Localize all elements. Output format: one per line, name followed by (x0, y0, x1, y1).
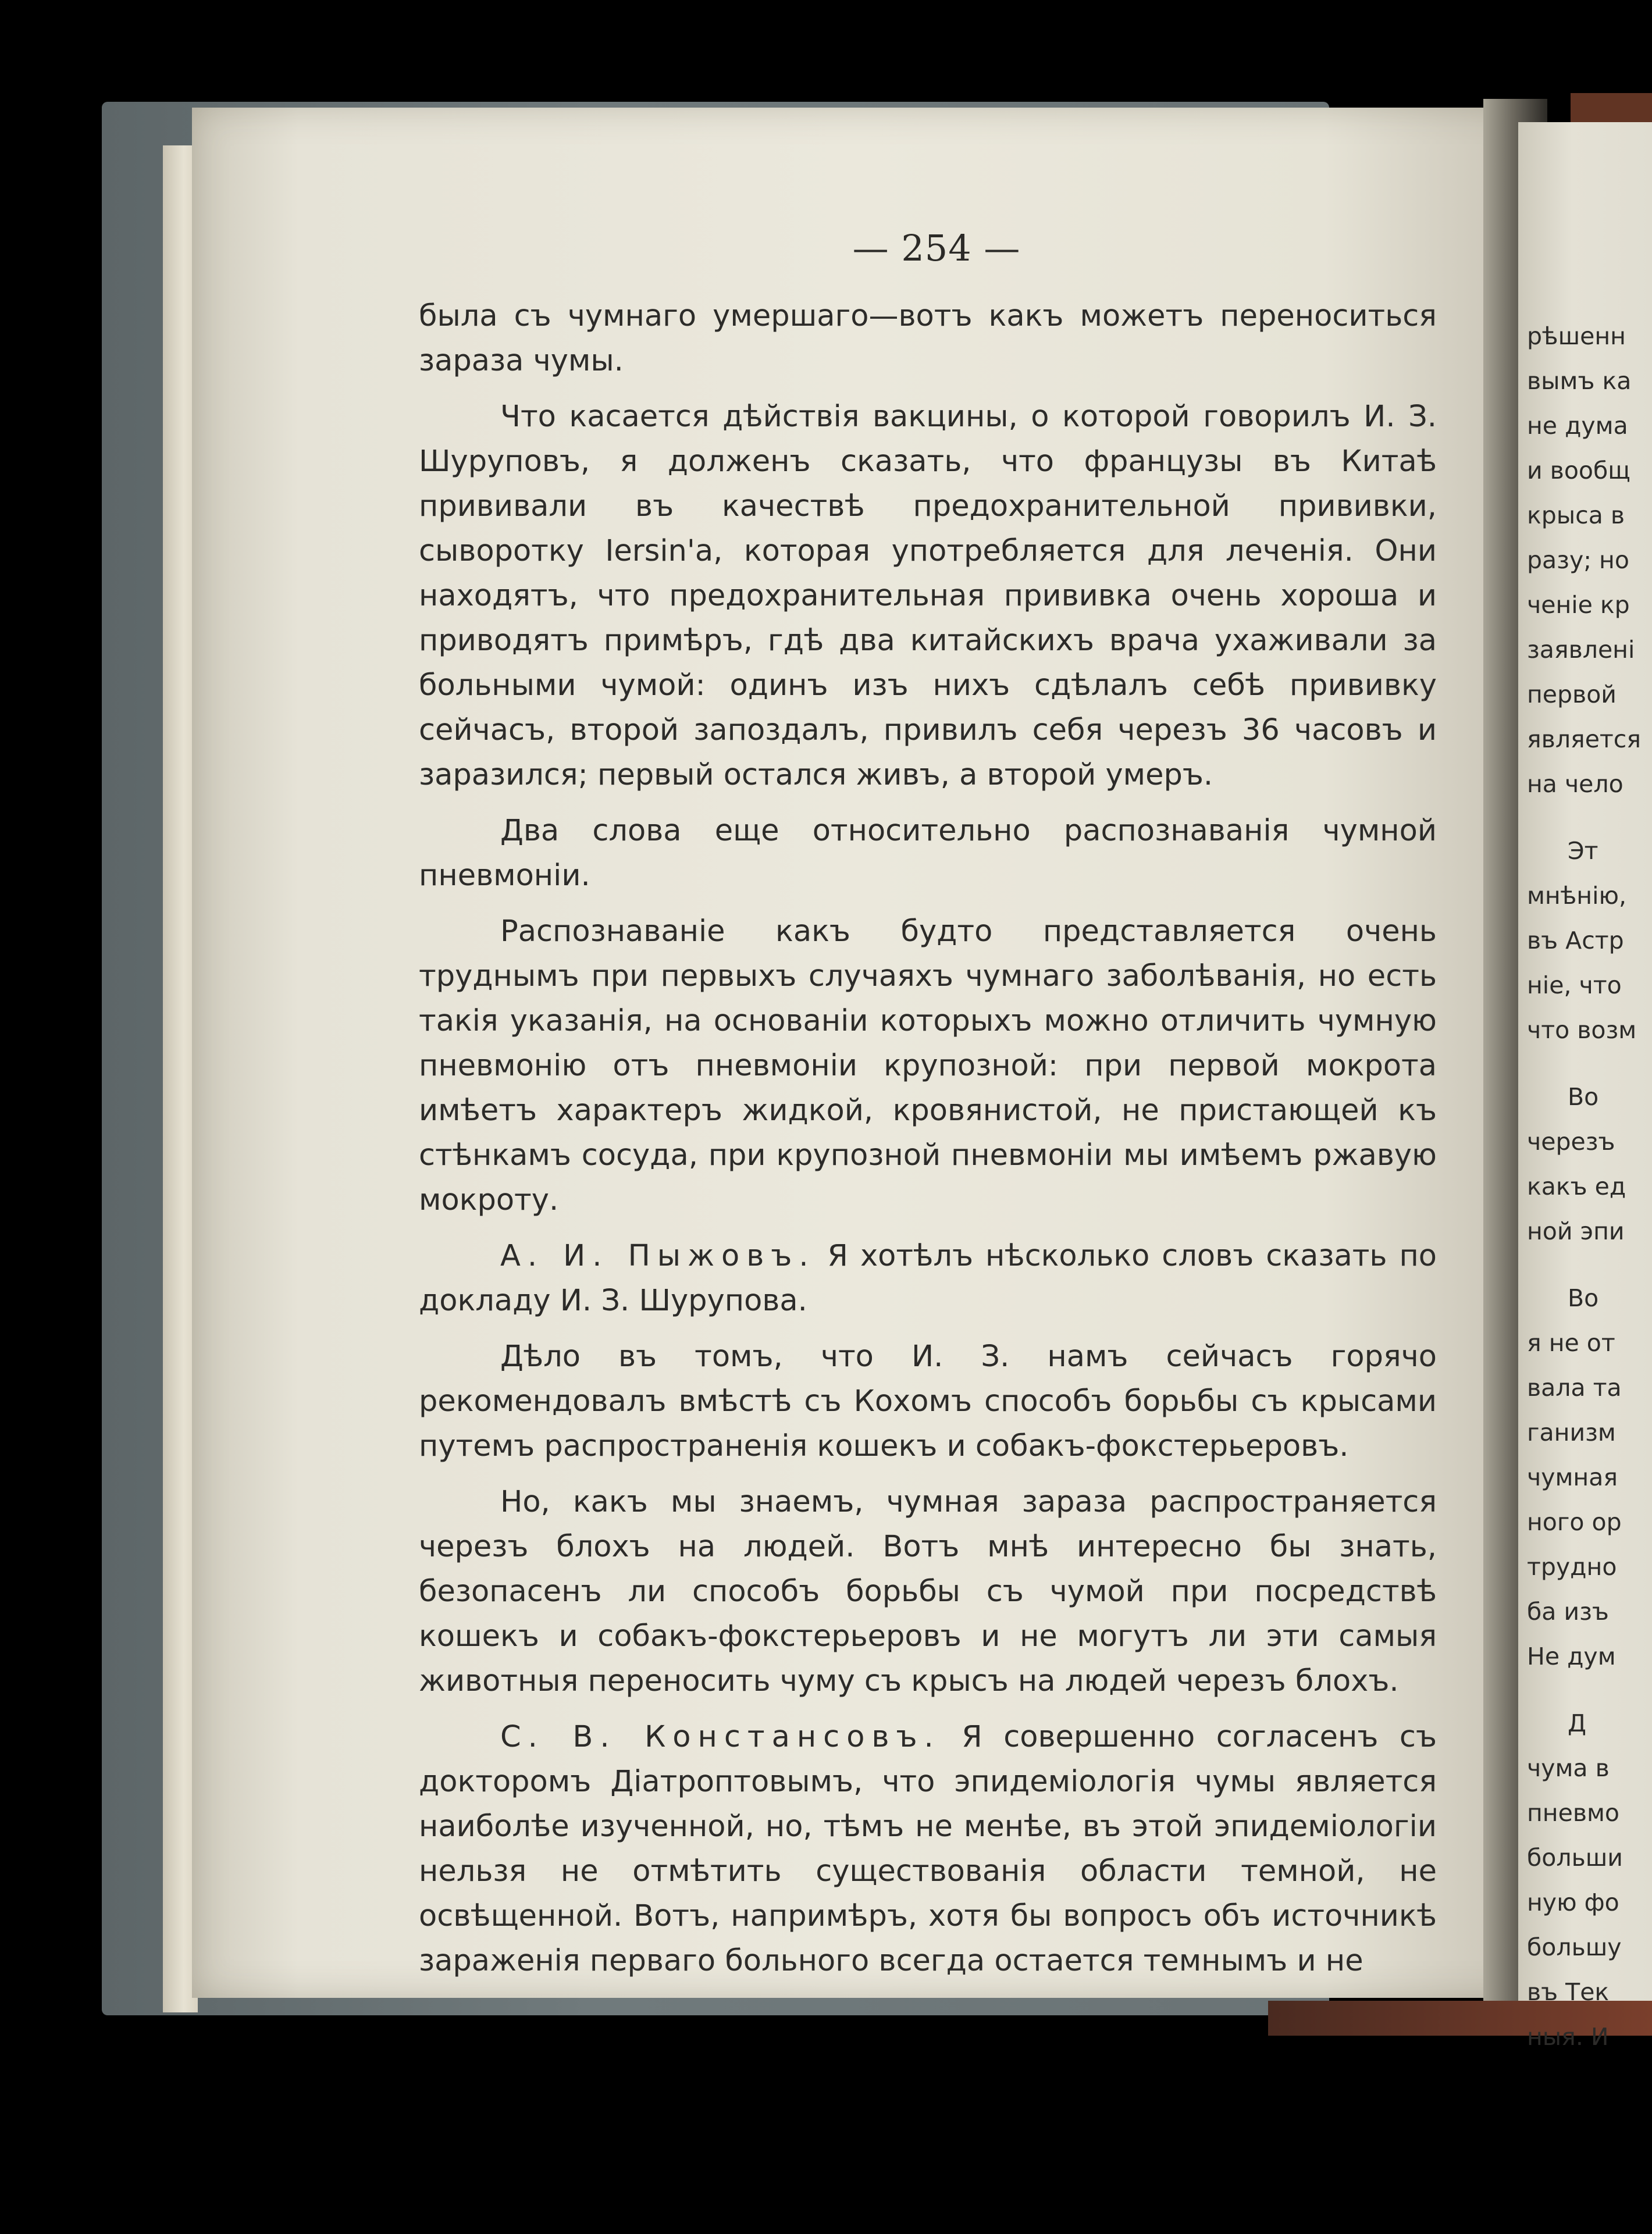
right-page-line: ба изъ (1527, 1598, 1609, 1626)
right-page-line: больши (1527, 1844, 1623, 1872)
right-page-line: черезъ (1527, 1128, 1615, 1156)
right-page-line: Не дум (1527, 1642, 1616, 1670)
right-page-line: разу; но (1527, 546, 1629, 574)
right-page-line: что возм (1527, 1016, 1637, 1044)
paragraph: была съ чумнаго умершаго—вотъ какъ можетъ переноситься зараза чумы. (419, 299, 1437, 378)
page-number: — 254 — (852, 227, 1021, 269)
paragraph: Что касается дѣйствія вакцины, о которой говорилъ И. З. Шуруповъ, я долженъ сказать, что французы въ Китаѣ прививали въ качествѣ предохранительной прививки, сыворотку Iersin'a, которая употребляется для леченія. Они находятъ, что предохранительная прививка очень хороша и приводятъ примѣръ, гдѣ два китайскихъ врача ухаживали за больными чумой: одинъ изъ нихъ сдѣлалъ себѣ прививку сейчасъ, второй запоздалъ, привилъ себя черезъ 36 часовъ и заразился; первый остался живъ, а второй умеръ. (419, 400, 1437, 792)
paragraph-gap (1527, 1053, 1652, 1075)
right-page-line: большу (1527, 1933, 1622, 1961)
right-page-line: является (1527, 725, 1642, 753)
right-page-line: какъ ед (1527, 1173, 1626, 1200)
right-page-line: ного ор (1527, 1508, 1622, 1536)
right-page-line: вала та (1527, 1374, 1622, 1402)
right-page-line: и вообщ (1527, 457, 1630, 484)
right-page-line: пневмо (1527, 1799, 1620, 1827)
right-page-line: въ Астр (1527, 927, 1624, 954)
paragraph-gap (1527, 1679, 1652, 1701)
right-page-line: ченіе кр (1527, 591, 1630, 619)
right-page-line: ной эпи (1527, 1217, 1625, 1245)
right-page-line: чума в (1527, 1754, 1610, 1782)
right-page-line: заявлені (1527, 636, 1635, 664)
right-page-line: Д (1568, 1709, 1587, 1737)
speaker-name: А. И. Пыжовъ. (500, 1239, 816, 1273)
right-page-line: мнѣнію, (1527, 882, 1627, 910)
paragraph-gap (1527, 1254, 1652, 1276)
right-page-line: трудно (1527, 1553, 1617, 1581)
speech-text: Я хотѣлъ нѣсколько словъ сказать по докладу И. З. Шурупова. (419, 1239, 1437, 1318)
paragraph: Распознаваніе какъ будто представляется очень труднымъ при первыхъ случаяхъ чумнаго заболѣванія, но есть такія указанія, на основаніи которыхъ можно отличить чумную пневмонію отъ пневмоніи крупозной: при первой мокрота имѣетъ характеръ жидкой, кровянистой, не пристающей къ стѣнкамъ сосуда, при крупозной пневмоніи мы имѣемъ ржавую мокроту. (419, 914, 1437, 1217)
right-page-text (1527, 314, 1652, 2060)
speaker-name: С. В. Констансовъ. (500, 1720, 941, 1754)
paragraph (419, 1234, 1437, 1323)
paragraph: Но, какъ мы знаемъ, чумная зараза распространяется черезъ блохъ на людей. Вотъ мнѣ интересно бы знать, безопасенъ ли способъ борьбы съ чумой при посредствѣ кошекъ и собакъ-фокстерьеровъ и не могутъ ли эти самыя животныя переносить чуму съ крысъ на людей черезъ блохъ. (419, 1485, 1437, 1698)
right-page-line: чумная (1527, 1463, 1618, 1491)
paragraph (419, 1715, 1437, 1983)
right-page-line: вымъ ка (1527, 367, 1632, 395)
paragraph: Дѣло въ томъ, что И. З. намъ сейчасъ горячо рекомендовалъ вмѣстѣ съ Кохомъ способъ борьбы съ крысами путемъ распространенія кошекъ и собакъ-фокстерьеровъ. (419, 1339, 1437, 1463)
paragraph-gap (1527, 807, 1652, 829)
right-page-line: ную фо (1527, 1889, 1619, 1916)
right-page-line: ганизм (1527, 1419, 1616, 1446)
right-page-line: рѣшенн (1527, 322, 1626, 350)
right-page-line: Эт (1568, 837, 1598, 865)
right-page-line: я не от (1527, 1329, 1615, 1357)
right-page-line: не дума (1527, 412, 1628, 440)
right-page-line: Во (1568, 1284, 1599, 1312)
right-page-line: первой (1527, 680, 1617, 708)
paragraph: Два слова еще относительно распознаванія чумной пневмоніи. (419, 814, 1437, 893)
right-page-line: ныя. И (1527, 2023, 1609, 2051)
right-page-line: ніе, что (1527, 971, 1622, 999)
right-page-line: въ Тек (1527, 1978, 1610, 2006)
right-page-line: на чело (1527, 770, 1623, 798)
right-page-line: крыса в (1527, 501, 1625, 529)
right-page-line: Во (1568, 1083, 1599, 1111)
speech-text: Я совершенно согласенъ съ докторомъ Діатроптовымъ, что эпидеміологія чумы является наиболѣе изученной, но, тѣмъ не менѣе, въ этой эпидеміологіи нельзя не отмѣтить существованія области темной, не освѣщенной. Вотъ, напримѣръ, хотя бы вопросъ объ источникѣ зараженія перваго больного всегда остается темнымъ и не (419, 1720, 1437, 1978)
page-body (419, 294, 1437, 1994)
